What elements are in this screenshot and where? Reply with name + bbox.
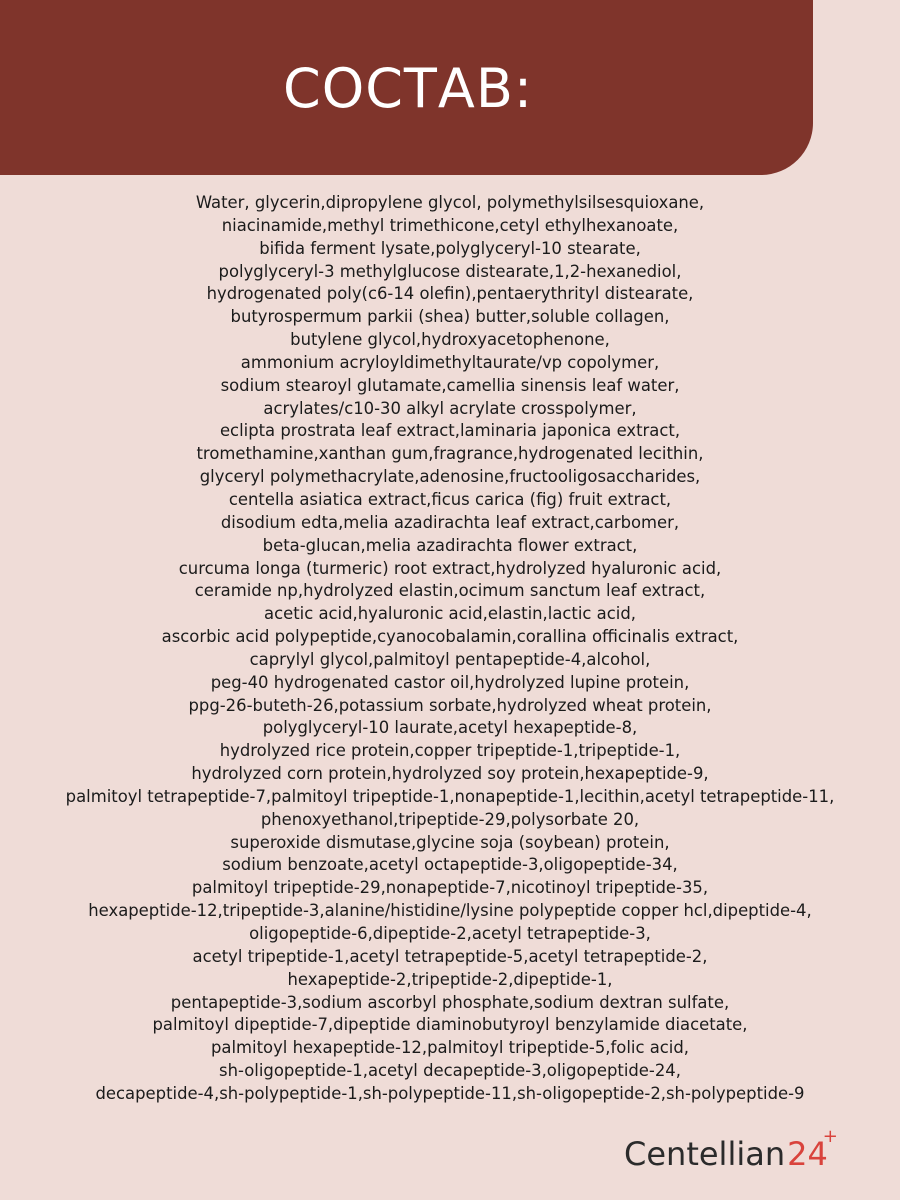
header-banner — [0, 0, 813, 175]
ingredient-line: superoxide dismutase,glycine soja (soybean) protein, — [230, 832, 670, 852]
ingredient-line: hydrogenated poly(c6-14 olefin),pentaerythrityl distearate, — [206, 284, 694, 304]
ingredient-line: phenoxyethanol,tripeptide-29,polysorbate 20, — [260, 809, 640, 829]
ingredient-line: hydrolyzed corn protein,hydrolyzed soy protein,hexapeptide-9, — [191, 764, 709, 784]
ingredient-line: ppg-26-buteth-26,potassium sorbate,hydrolyzed wheat protein, — [188, 695, 712, 715]
ingredient-line: sodium stearoyl glutamate,camellia sinensis leaf water, — [220, 375, 680, 395]
ingredient-line: centella asiatica extract,ficus carica (fig) fruit extract, — [228, 489, 672, 509]
ingredient-line: peg-40 hydrogenated castor oil,hydrolyzed lupine protein, — [210, 672, 690, 692]
ingredient-line: acetyl tripeptide-1,acetyl tetrapeptide-5,acetyl tetrapeptide-2, — [192, 946, 708, 966]
ingredient-line: decapeptide-4,sh-polypeptide-1,sh-polypeptide-11,sh-oligopeptide-2,sh-polypeptide-9 — [95, 1083, 805, 1103]
ingredient-line: oligopeptide-6,dipeptide-2,acetyl tetrapeptide-3, — [249, 924, 651, 943]
ingredient-line: polyglyceryl-3 methylglucose distearate,1,2-hexanediol, — [218, 261, 682, 281]
logo-text: Centellian — [624, 1135, 786, 1173]
ingredient-line: niacinamide,methyl trimethicone,cetyl ethylhexanoate, — [221, 215, 679, 235]
ingredient-line: acetic acid,hyaluronic acid,elastin,lactic acid, — [264, 604, 636, 624]
ingredient-line: ascorbic acid polypeptide,cyanocobalamin,corallina officinalis extract, — [161, 627, 739, 647]
ingredient-line: curcuma longa (turmeric) root extract,hydrolyzed hyaluronic acid, — [178, 558, 722, 578]
page-title: СОСТАВ: — [283, 57, 534, 120]
ingredient-line: palmitoyl tetrapeptide-7,palmitoyl tripeptide-1,nonapeptide-1,lecithin,acetyl tetrapeptide-11, — [65, 786, 835, 806]
ingredient-line: disodium edta,melia azadirachta leaf extract,carbomer, — [220, 512, 680, 532]
ingredient-line: sodium benzoate,acetyl octapeptide-3,oligopeptide-34, — [222, 855, 678, 875]
ingredient-line: bifida ferment lysate,polyglyceryl-10 stearate, — [259, 238, 641, 258]
ingredient-line: pentapeptide-3,sodium ascorbyl phosphate,sodium dextran sulfate, — [170, 992, 730, 1012]
ingredient-line: caprylyl glycol,palmitoyl pentapeptide-4,alcohol, — [249, 649, 651, 669]
ingredient-line: butylene glycol,hydroxyacetophenone, — [290, 330, 610, 350]
ingredient-line: acrylates/c10-30 alkyl acrylate crosspolymer, — [263, 398, 637, 418]
ingredient-line: palmitoyl hexapeptide-12,palmitoyl tripeptide-5,folic acid, — [210, 1038, 690, 1058]
ingredient-line: hydrolyzed rice protein,copper tripeptide-1,tripeptide-1, — [219, 741, 681, 761]
ingredient-line: eclipta prostrata leaf extract,laminaria japonica extract, — [219, 421, 681, 441]
ingredient-line: palmitoyl tripeptide-29,nonapeptide-7,nicotinoyl tripeptide-35, — [191, 878, 709, 898]
logo-number: 24 — [787, 1135, 828, 1173]
ingredient-line: sh-oligopeptide-1,acetyl decapeptide-3,oligopeptide-24, — [219, 1061, 681, 1081]
ingredients-list — [0, 192, 900, 1106]
ingredient-line: Water, glycerin,dipropylene glycol, polymethylsilsesquioxane, — [195, 193, 705, 212]
ingredient-line: beta-glucan,melia azadirachta flower extract, — [262, 535, 638, 555]
ingredient-line: glyceryl polymethacrylate,adenosine,fructooligosaccharides, — [199, 467, 701, 487]
brand-logo — [624, 1126, 838, 1174]
ingredient-line: palmitoyl dipeptide-7,dipeptide diaminobutyroyl benzylamide diacetate, — [152, 1015, 748, 1035]
ingredient-line: hexapeptide-12,tripeptide-3,alanine/histidine/lysine polypeptide copper hcl,dipeptide-4, — [88, 901, 812, 921]
ingredient-line: hexapeptide-2,tripeptide-2,dipeptide-1, — [287, 969, 613, 989]
ingredient-line: ceramide np,hydrolyzed elastin,ocimum sanctum leaf extract, — [194, 581, 706, 601]
ingredient-line: tromethamine,xanthan gum,fragrance,hydrogenated lecithin, — [196, 444, 704, 464]
logo-plus-icon: + — [822, 1126, 838, 1147]
ingredient-line: polyglyceryl-10 laurate,acetyl hexapeptide-8, — [262, 718, 638, 738]
ingredient-line: butyrospermum parkii (shea) butter,soluble collagen, — [230, 307, 670, 327]
ingredient-line: ammonium acryloyldimethyltaurate/vp copolymer, — [240, 352, 660, 372]
